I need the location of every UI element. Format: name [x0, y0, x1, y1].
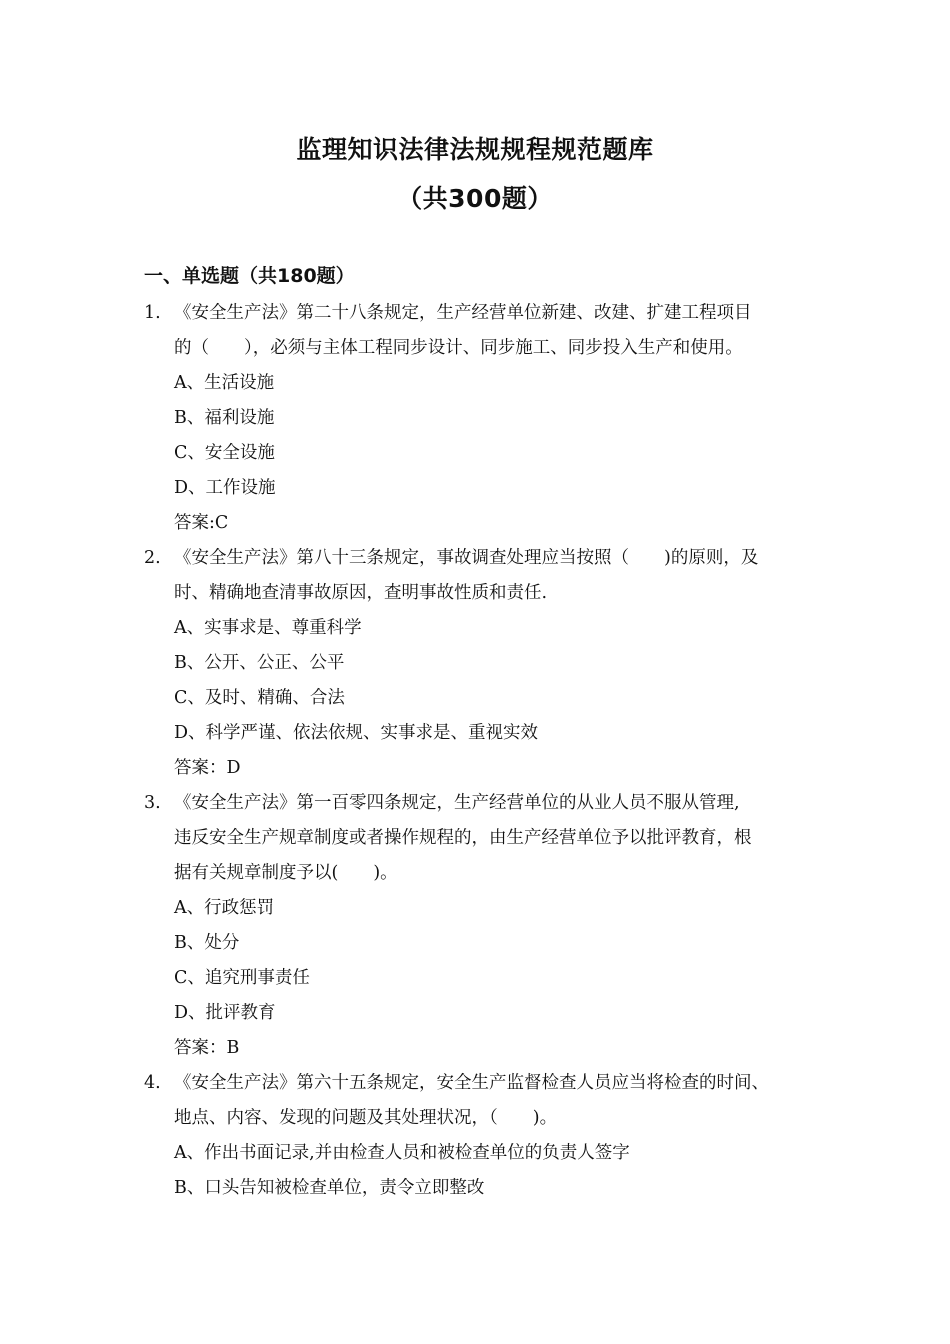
option-b: B、公开、公正、公平 [174, 653, 345, 673]
document-title: 监理知识法律法规规程规范题库 [296, 135, 654, 164]
option-d: D、批评教育 [174, 1003, 276, 1023]
question-text: 《安全生产法》第六十五条规定，安全生产监督检查人员应当将检查的时间、 地点、内容、发现的问题及其处理状况，（ )。 [174, 1073, 769, 1128]
question-text: 《安全生产法》第二十八条规定，生产经营单位新建、改建、扩建工程项目 的（ ），必须与主体工程同步设计、同步施工、同步投入生产和使用。 [174, 303, 752, 358]
answer: 答案:C [174, 513, 229, 533]
option-c: C、追究刑事责任 [174, 968, 310, 988]
option-b: B、福利设施 [174, 408, 275, 428]
question-text: 《安全生产法》第一百零四条规定，生产经营单位的从业人员不服从管理, 违反安全生产规章制度或者操作规程的，由生产经营单位予以批评教育，根 据有关规章制度予以( )。 [174, 793, 752, 883]
section-heading: 一、单选题（共180题） [144, 265, 355, 287]
question-4 [144, 1066, 824, 1206]
question-3 [144, 786, 824, 1066]
question-stem [144, 1066, 824, 1136]
option-a: A、作出书面记录,并由检查人员和被检查单位的负责人签字 [174, 1143, 630, 1163]
question-number: 1. [144, 303, 161, 323]
option-a: A、行政惩罚 [174, 898, 275, 918]
question-number: 2. [144, 548, 161, 568]
option-a: A、生活设施 [174, 373, 275, 393]
option-c: C、安全设施 [174, 443, 275, 463]
question-stem [144, 541, 824, 611]
option-c: C、及时、精确、合法 [174, 688, 345, 708]
option-b: B、口头告知被检查单位，责令立即整改 [174, 1178, 485, 1198]
question-stem [144, 296, 824, 366]
option-a: A、实事求是、尊重科学 [174, 618, 362, 638]
option-b: B、处分 [174, 933, 240, 953]
option-d: D、工作设施 [174, 478, 276, 498]
answer: 答案：B [174, 1038, 240, 1058]
option-d: D、科学严谨、依法依规、实事求是、重视实效 [174, 723, 539, 743]
question-2 [144, 541, 824, 786]
question-text: 《安全生产法》第八十三条规定，事故调查处理应当按照（ )的原则，及 时、精确地查清事故原因，查明事故性质和责任. [174, 548, 759, 603]
question-1 [144, 296, 824, 541]
question-number: 3. [144, 793, 161, 813]
document-subtitle: （共300题） [397, 184, 553, 213]
question-list [144, 296, 824, 1206]
question-number: 4. [144, 1073, 161, 1093]
question-stem [144, 786, 824, 891]
answer: 答案：D [174, 758, 241, 778]
